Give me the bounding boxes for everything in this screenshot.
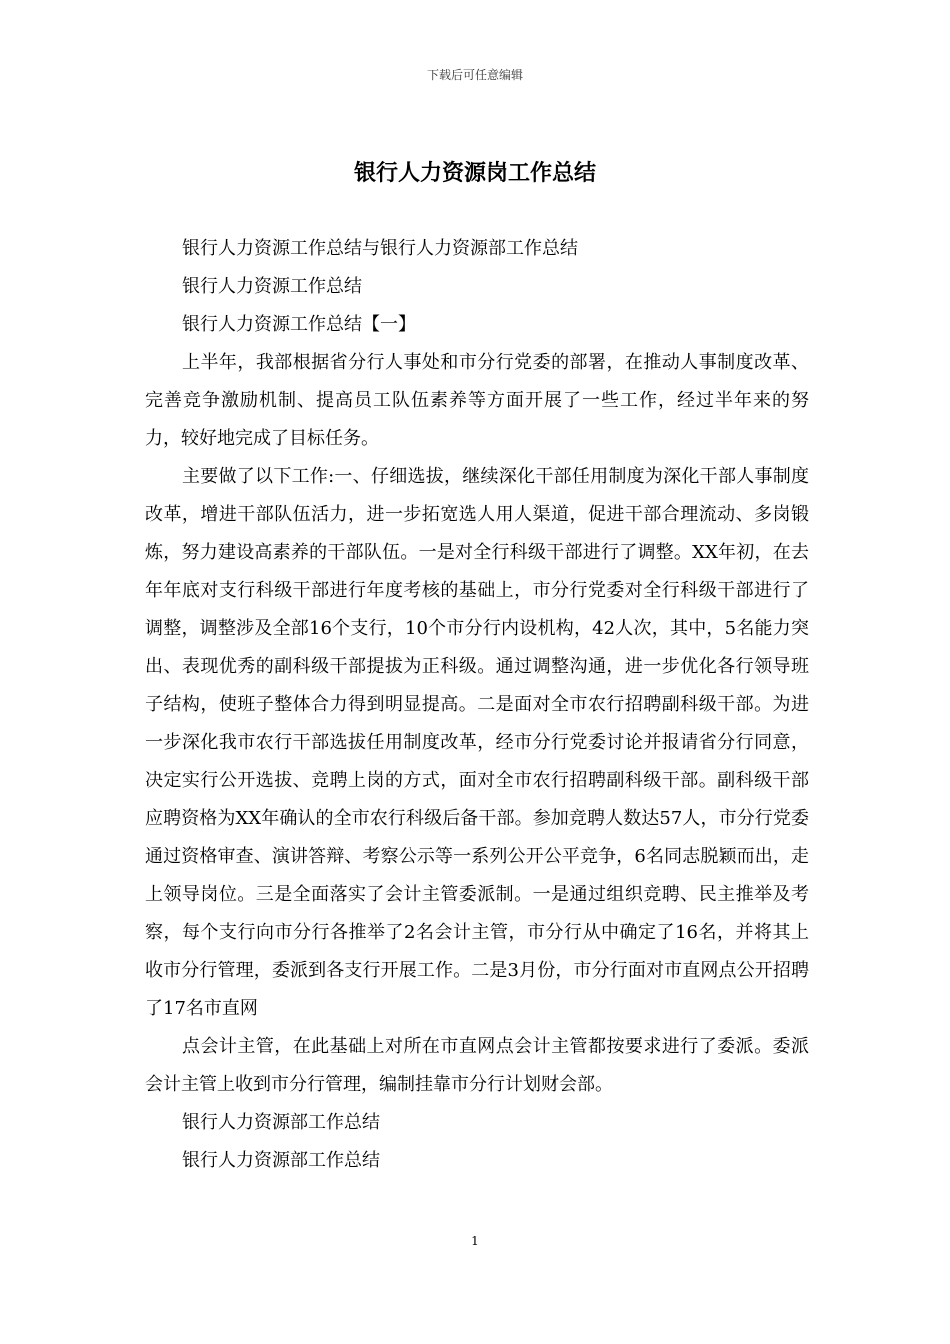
paragraph-section-heading: 银行人力资源工作总结【一】: [182, 314, 416, 335]
document-title: 银行人力资源岗工作总结: [353, 160, 596, 186]
document-body: [145, 230, 809, 1180]
paragraph-main-work: 主要做了以下工作:一、仔细选拔，继续深化干部任用制度为深化干部人事制度改革，增进干部队伍活力，进一步拓宽选人用人渠道，促进干部合理流动、多岗锻炼，努力建设高素养的干部队伍。一是对全行科级干部进行了调整。XX年初，在去年年底对支行科级干部进行年度考核的基础上，市分行党委对全行科级干部进行了调整，调整涉及全部16个支行，10个市分行内设机构，42人次，其中，5名能力突出、表现优秀的副科级干部提拔为正科级。通过调整沟通，进一步优化各行领导班子结构，使班子整体合力得到明显提高。二是面对全市农行招聘副科级干部。为进一步深化我市农行干部选拔任用制度改革，经市分行党委讨论并报请省分行同意，决定实行公开选拔、竞聘上岗的方式，面对全市农行招聘副科级干部。副科级干部应聘资格为XX年确认的全市农行科级后备干部。参加竞聘人数达57人，市分行党委通过资格审查、演讲答辩、考察公示等一系列公开公平竞争，6名同志脱颖而出，走上领导岗位。三是全面落实了会计主管委派制。一是通过组织竞聘、民主推举及考察，每个支行向市分行各推举了2名会计主管，市分行从中确定了16名，并将其上收市分行管理，委派到各支行开展工作。二是3月份，市分行面对市直网点公开招聘了17名市直网: [145, 466, 809, 1019]
paragraph-intro: 上半年，我部根据省分行人事处和市分行党委的部署，在推动人事制度改革、完善竞争激励机制、提高员工队伍素养等方面开展了一些工作，经过半年来的努力，较好地完成了目标任务。: [145, 352, 809, 449]
page-number: 1: [471, 1234, 479, 1248]
header-note: 下载后可任意编辑: [426, 68, 523, 82]
paragraph-heading-2: 银行人力资源部工作总结: [182, 1112, 380, 1133]
paragraph-subtitle: 银行人力资源工作总结与银行人力资源部工作总结: [182, 238, 578, 259]
paragraph-heading: 银行人力资源工作总结: [182, 276, 362, 297]
paragraph-heading-3: 银行人力资源部工作总结: [182, 1150, 380, 1171]
paragraph-continuation: 点会计主管，在此基础上对所在市直网点会计主管都按要求进行了委派。委派会计主管上收到市分行管理，编制挂靠市分行计划财会部。: [145, 1036, 809, 1095]
